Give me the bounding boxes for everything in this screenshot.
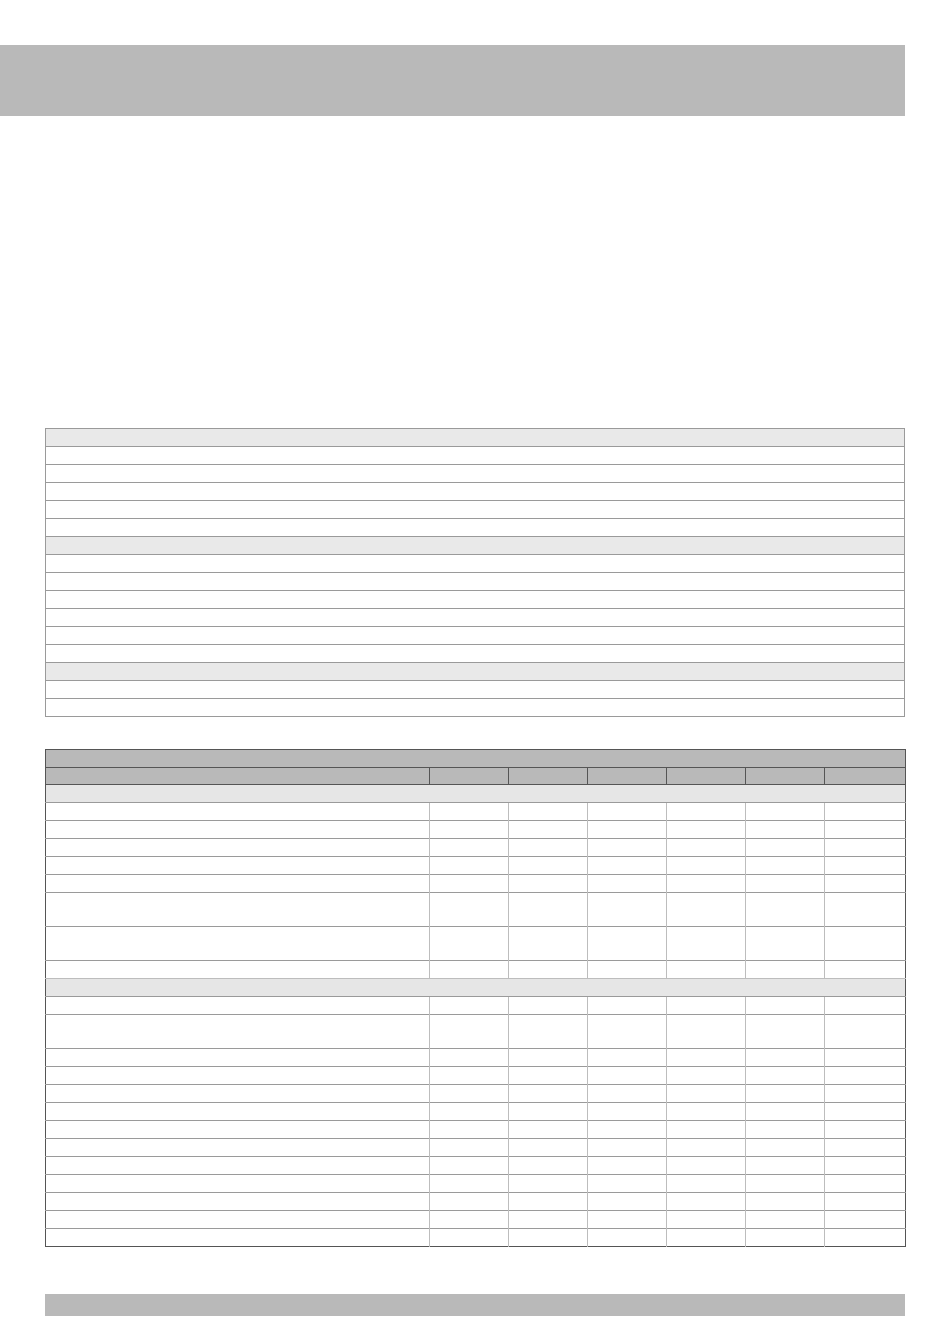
table-header-row	[46, 768, 906, 785]
table-cell	[667, 1229, 746, 1247]
table-cell	[588, 1229, 667, 1247]
table-cell	[588, 803, 667, 821]
table-cell	[509, 1229, 588, 1247]
row-value	[389, 681, 904, 699]
table-cell	[825, 1175, 906, 1193]
table-cell	[667, 1157, 746, 1175]
table-cell	[430, 821, 509, 839]
table-cell	[746, 1121, 825, 1139]
table-row	[46, 927, 906, 961]
table-cell	[430, 1067, 509, 1085]
table-row	[46, 893, 906, 927]
table-cell	[825, 803, 906, 821]
header-banner	[0, 45, 905, 116]
table-cell	[509, 1067, 588, 1085]
table-cell	[588, 1049, 667, 1067]
section-row	[46, 979, 906, 997]
table-cell	[588, 875, 667, 893]
row-label	[46, 519, 390, 537]
table-cell	[667, 1067, 746, 1085]
row-label	[46, 645, 390, 663]
table-row	[46, 501, 905, 519]
table-row	[46, 627, 905, 645]
table-cell	[430, 1229, 509, 1247]
table-cell	[746, 893, 825, 927]
row-label	[46, 483, 390, 501]
table-cell	[509, 857, 588, 875]
column-header	[746, 768, 825, 785]
section-label	[46, 537, 905, 555]
table-cell	[430, 1049, 509, 1067]
table-cell	[825, 1085, 906, 1103]
table-row	[46, 1049, 906, 1067]
table-cell	[588, 1193, 667, 1211]
table-cell	[667, 1049, 746, 1067]
table-cell	[746, 1103, 825, 1121]
table-cell	[430, 875, 509, 893]
table-cell	[509, 1015, 588, 1049]
table-cell	[430, 857, 509, 875]
table-cell	[667, 961, 746, 979]
table-cell	[667, 893, 746, 927]
table-row	[46, 465, 905, 483]
table-cell	[588, 821, 667, 839]
row-value	[389, 483, 904, 501]
table-cell	[746, 1139, 825, 1157]
table-cell	[46, 803, 430, 821]
table-cell	[430, 961, 509, 979]
table-cell	[667, 1139, 746, 1157]
table-cell	[825, 1049, 906, 1067]
table-row	[46, 1229, 906, 1247]
section-label	[46, 429, 905, 447]
row-value	[389, 501, 904, 519]
table-cell	[825, 961, 906, 979]
table-row	[46, 573, 905, 591]
table-cell	[509, 1175, 588, 1193]
table-cell	[825, 1211, 906, 1229]
table-row	[46, 961, 906, 979]
table-cell	[825, 875, 906, 893]
table-cell	[667, 803, 746, 821]
table-cell	[430, 1015, 509, 1049]
table-cell	[430, 927, 509, 961]
column-header	[667, 768, 746, 785]
table-cell	[667, 839, 746, 857]
table-cell	[46, 1049, 430, 1067]
table-cell	[430, 1139, 509, 1157]
table-cell	[825, 1193, 906, 1211]
row-label	[46, 501, 390, 519]
table-cell	[588, 927, 667, 961]
table-cell	[746, 803, 825, 821]
table-cell	[509, 1193, 588, 1211]
row-label	[46, 681, 390, 699]
table-cell	[588, 961, 667, 979]
table-cell	[825, 893, 906, 927]
section-row	[46, 785, 906, 803]
table-cell	[667, 1103, 746, 1121]
table-row	[46, 1015, 906, 1049]
table-row	[46, 1121, 906, 1139]
table-cell	[46, 1175, 430, 1193]
table-row	[46, 483, 905, 501]
table-cell	[430, 1175, 509, 1193]
table-row	[46, 519, 905, 537]
table-cell	[46, 1229, 430, 1247]
table-cell	[667, 821, 746, 839]
table-cell	[588, 857, 667, 875]
table-cell	[588, 1067, 667, 1085]
table-cell	[746, 1085, 825, 1103]
table-cell	[746, 961, 825, 979]
table-cell	[46, 1015, 430, 1049]
table-cell	[588, 1211, 667, 1229]
row-value	[389, 591, 904, 609]
table-cell	[46, 1157, 430, 1175]
table-cell	[825, 997, 906, 1015]
row-value	[389, 645, 904, 663]
table-cell	[430, 803, 509, 821]
table-cell	[588, 1175, 667, 1193]
table-row	[46, 591, 905, 609]
row-value	[389, 627, 904, 645]
row-value	[389, 447, 904, 465]
table-row	[46, 1103, 906, 1121]
table-cell	[46, 927, 430, 961]
table-cell	[588, 839, 667, 857]
column-header	[588, 768, 667, 785]
table-row	[46, 1175, 906, 1193]
table-cell	[746, 1157, 825, 1175]
row-label	[46, 447, 390, 465]
row-value	[389, 609, 904, 627]
table-cell	[746, 821, 825, 839]
table-cell	[509, 839, 588, 857]
table-cell	[667, 997, 746, 1015]
table-row	[46, 1085, 906, 1103]
table-cell	[667, 857, 746, 875]
table-cell	[667, 1211, 746, 1229]
table-row	[46, 875, 906, 893]
row-value	[389, 699, 904, 717]
table-row	[46, 609, 905, 627]
table-cell	[667, 875, 746, 893]
table-row	[46, 1193, 906, 1211]
table-cell	[46, 1067, 430, 1085]
table-cell	[46, 839, 430, 857]
table-cell	[588, 1157, 667, 1175]
table-cell	[46, 875, 430, 893]
table-row	[46, 803, 906, 821]
table-cell	[509, 1139, 588, 1157]
table-cell	[667, 1085, 746, 1103]
table-cell	[746, 1211, 825, 1229]
table-row	[46, 821, 906, 839]
table-cell	[46, 821, 430, 839]
table-cell	[46, 1193, 430, 1211]
table-row	[46, 857, 906, 875]
row-value	[389, 555, 904, 573]
table-cell	[746, 997, 825, 1015]
table-row	[46, 681, 905, 699]
row-value	[389, 519, 904, 537]
table-cell	[667, 1193, 746, 1211]
table-cell	[746, 1193, 825, 1211]
section-row	[46, 663, 905, 681]
table-row	[46, 839, 906, 857]
table-cell	[509, 1085, 588, 1103]
table-cell	[46, 893, 430, 927]
table-cell	[430, 1103, 509, 1121]
table-cell	[588, 1121, 667, 1139]
table-cell	[746, 1015, 825, 1049]
table-row	[46, 1157, 906, 1175]
table-cell	[509, 1157, 588, 1175]
table-cell	[509, 961, 588, 979]
table-cell	[46, 997, 430, 1015]
table-cell	[509, 1049, 588, 1067]
row-label	[46, 627, 390, 645]
table-cell	[825, 1121, 906, 1139]
table-cell	[46, 1085, 430, 1103]
table-title	[46, 750, 906, 768]
table-cell	[509, 1103, 588, 1121]
footer-bar	[45, 1294, 905, 1316]
section-label	[46, 785, 906, 803]
column-header	[825, 768, 906, 785]
table-cell	[825, 1015, 906, 1049]
table-cell	[430, 1157, 509, 1175]
table-cell	[509, 893, 588, 927]
section-row	[46, 537, 905, 555]
table-cell	[46, 857, 430, 875]
table-cell	[667, 1175, 746, 1193]
table-cell	[430, 997, 509, 1015]
table-cell	[509, 997, 588, 1015]
table-cell	[746, 1229, 825, 1247]
table-cell	[746, 839, 825, 857]
row-label	[46, 555, 390, 573]
spec-table	[45, 428, 905, 717]
row-label	[46, 591, 390, 609]
table-cell	[746, 1067, 825, 1085]
table-row	[46, 447, 905, 465]
table-row	[46, 1067, 906, 1085]
table-cell	[46, 961, 430, 979]
table-cell	[667, 1015, 746, 1049]
table-cell	[430, 839, 509, 857]
table-cell	[825, 1067, 906, 1085]
table-row	[46, 1211, 906, 1229]
table-cell	[825, 857, 906, 875]
table-cell	[825, 839, 906, 857]
table-cell	[825, 1103, 906, 1121]
table-cell	[825, 821, 906, 839]
table-row	[46, 645, 905, 663]
row-label	[46, 699, 390, 717]
table-cell	[746, 875, 825, 893]
table-cell	[588, 893, 667, 927]
table-cell	[588, 1015, 667, 1049]
table-cell	[667, 1121, 746, 1139]
row-value	[389, 465, 904, 483]
table-cell	[46, 1103, 430, 1121]
table-cell	[430, 1211, 509, 1229]
table-row	[46, 997, 906, 1015]
table-cell	[509, 927, 588, 961]
table-cell	[588, 1139, 667, 1157]
section-label	[46, 663, 905, 681]
table-cell	[509, 875, 588, 893]
table-row	[46, 555, 905, 573]
table-cell	[430, 1121, 509, 1139]
table-cell	[667, 927, 746, 961]
column-header	[46, 768, 430, 785]
table-cell	[746, 927, 825, 961]
section-label	[46, 979, 906, 997]
data-table	[45, 749, 906, 1247]
table-cell	[509, 821, 588, 839]
table-cell	[588, 997, 667, 1015]
table-cell	[46, 1139, 430, 1157]
section-row	[46, 429, 905, 447]
table-cell	[825, 1229, 906, 1247]
column-header	[509, 768, 588, 785]
table-cell	[825, 1157, 906, 1175]
table-cell	[746, 1175, 825, 1193]
row-label	[46, 573, 390, 591]
table-cell	[825, 927, 906, 961]
table-title-row	[46, 750, 906, 768]
table-cell	[509, 1211, 588, 1229]
table-cell	[46, 1121, 430, 1139]
row-value	[389, 573, 904, 591]
table-row	[46, 699, 905, 717]
table-cell	[746, 857, 825, 875]
row-label	[46, 465, 390, 483]
table-cell	[588, 1085, 667, 1103]
table-cell	[430, 1193, 509, 1211]
table-cell	[46, 1211, 430, 1229]
table-cell	[430, 1085, 509, 1103]
table-cell	[509, 803, 588, 821]
column-header	[430, 768, 509, 785]
table-cell	[746, 1049, 825, 1067]
row-label	[46, 609, 390, 627]
table-cell	[825, 1139, 906, 1157]
table-row	[46, 1139, 906, 1157]
table-cell	[509, 1121, 588, 1139]
table-cell	[430, 893, 509, 927]
table-cell	[588, 1103, 667, 1121]
